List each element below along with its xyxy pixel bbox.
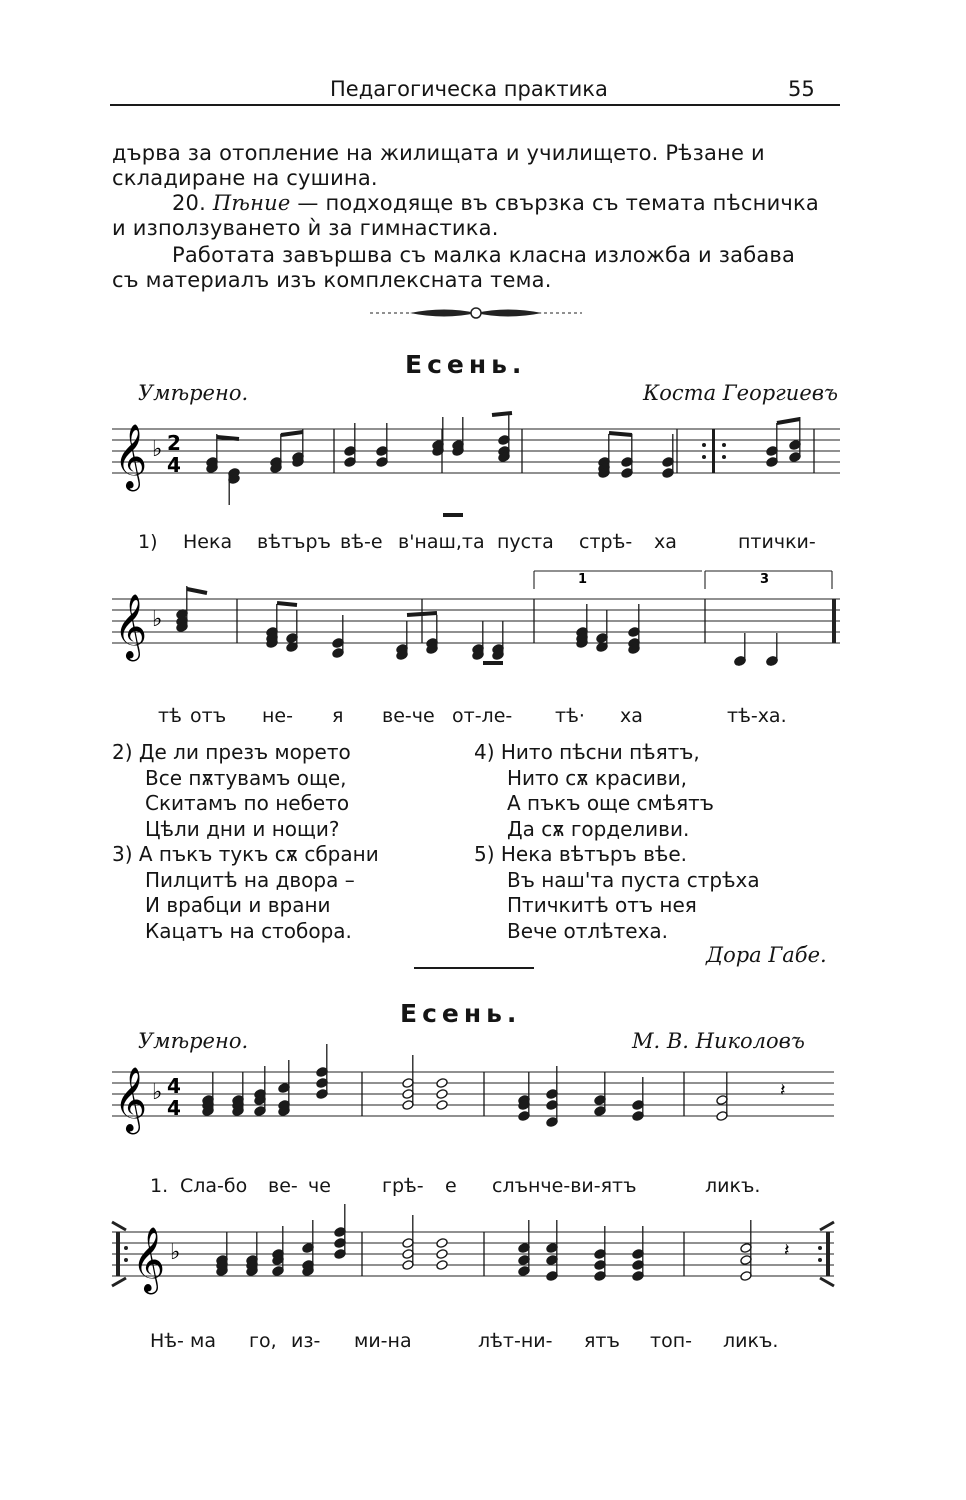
flat-icon: ♭ <box>170 1240 181 1265</box>
beam <box>217 437 239 439</box>
item-20-number: 20. <box>172 191 206 215</box>
volta-3: 3 <box>760 572 770 587</box>
song-2-tempo: Умѣрено. <box>138 1029 249 1053</box>
lyric-syllable: лѣт-ни- <box>478 1330 553 1352</box>
lyric-syllable: ве- <box>268 1175 298 1197</box>
flat-icon: ♭ <box>152 437 163 462</box>
verse-line: 2) Де ли презъ морето <box>112 740 351 764</box>
volta-1: 1 <box>578 572 588 587</box>
lyric-syllable: тѣ <box>158 705 182 727</box>
lyric-syllable: Сла-бо <box>180 1175 248 1197</box>
verse-line: Все пѫтувамъ още, <box>145 765 347 790</box>
lyric-syllable: не- <box>262 705 293 727</box>
treble-clef-icon: 𝄞 <box>114 424 148 489</box>
verse-line: Кацатъ на стобора. <box>145 918 352 943</box>
closing-line-1: Работата завършва съ малка класна изложба и забава <box>172 243 796 267</box>
closing-line-2: съ материалъ изъ комплексната тема. <box>112 268 552 292</box>
lyric-syllable: тѣ-ха. <box>727 705 787 727</box>
item-20-rest: — подходяще въ свързка съ темата пѣсничка <box>290 191 819 215</box>
staff-lines <box>112 599 840 643</box>
lyric-syllable: ма <box>190 1330 216 1352</box>
lyric-syllable: из- <box>291 1330 321 1352</box>
note-head <box>436 1100 448 1111</box>
svg-text:𝄽: 𝄽 <box>780 1080 786 1101</box>
song-2-staff-1 <box>112 1058 840 1168</box>
ornament-divider-icon <box>370 306 582 320</box>
lyric-syllable: ха <box>620 705 643 727</box>
lyric-syllable: пуста <box>497 531 554 553</box>
note-head <box>436 1078 448 1089</box>
lyric-syllable: стрѣ- <box>579 531 633 553</box>
song-1-composer: Коста Георгиевъ <box>643 381 838 405</box>
lyric-syllable: ликъ. <box>723 1330 779 1352</box>
section-divider <box>414 967 534 969</box>
lyric-syllable: че <box>308 1175 331 1197</box>
verse-line: Нито сѫ красиви, <box>507 765 688 790</box>
lyric-syllable: ликъ. <box>705 1175 761 1197</box>
verse-line: Скитамъ по небето <box>145 791 350 815</box>
lyric-syllable: ятъ <box>584 1330 620 1352</box>
repeat-barline <box>712 429 715 473</box>
lyric-syllable: е <box>445 1175 457 1197</box>
lyric-syllable: я <box>332 705 344 727</box>
beam <box>187 589 207 593</box>
item-20-line-2: и използуването ѝ за гимнастика. <box>112 216 499 240</box>
lyric-syllable: ве-че <box>382 705 435 727</box>
song-2-title: Есень. <box>400 999 522 1028</box>
verse-line: А пъкъ още смѣятъ <box>507 791 714 815</box>
intro-line-1: дърва за отопление на жилищата и училището. Рѣзане и <box>112 141 765 165</box>
song-1-title: Есень. <box>405 350 527 379</box>
time-sig-top: 4 <box>167 1074 181 1098</box>
notes <box>176 586 778 666</box>
lyric-syllable: ми-на <box>354 1330 412 1352</box>
staff-lines <box>112 1072 834 1116</box>
verse-line: Да сѫ горделиви. <box>507 816 690 841</box>
beam <box>407 613 437 615</box>
svg-text:𝄽: 𝄽 <box>784 1240 790 1261</box>
lyric-syllable: отъ <box>190 705 227 727</box>
header-rule <box>110 104 840 106</box>
flat-icon: ♭ <box>152 1080 163 1105</box>
flat-icon: ♭ <box>152 607 163 632</box>
lyric-syllable: птички- <box>738 531 816 553</box>
verse-line: Въ наш'та пуста стрѣха <box>507 867 760 892</box>
beam <box>277 603 297 605</box>
note-head <box>436 1249 448 1260</box>
time-sig-bottom: 4 <box>167 453 181 477</box>
note-head <box>436 1089 448 1100</box>
verse-line: 5) Нека вѣтъръ вѣе. <box>474 842 687 866</box>
lyric-syllable: в'наш,та <box>398 531 485 553</box>
verse-line: И врабци и врани <box>145 893 331 917</box>
notes <box>202 1044 786 1127</box>
treble-clef-icon: 𝄞 <box>114 594 148 659</box>
lyric-syllable: 1. <box>150 1175 169 1197</box>
lyric-syllable: вѣ-е <box>340 531 383 553</box>
verse-line: Цѣли дни и нощи? <box>145 816 340 841</box>
song-1-tempo: Умѣрено. <box>138 381 249 405</box>
song-2-staff-2 <box>112 1218 840 1328</box>
beam <box>281 432 303 435</box>
page-number: 55 <box>788 77 815 101</box>
treble-clef-icon: 𝄞 <box>132 1227 166 1292</box>
time-sig-top: 2 <box>167 431 181 455</box>
verse-line: 4) Нито пѣсни пѣятъ, <box>474 740 700 764</box>
song-1-poet: Дора Габе. <box>706 943 827 967</box>
time-sig-bottom: 4 <box>167 1096 181 1120</box>
song-1-staff-2 <box>112 567 840 697</box>
song-1-staff-1 <box>112 415 840 525</box>
song-2-composer: М. В. Николовъ <box>632 1029 805 1053</box>
intro-line-2: складиране на сушина. <box>112 166 378 190</box>
notes <box>206 412 814 515</box>
note-head <box>436 1238 448 1249</box>
beam <box>609 433 632 435</box>
lyric-syllable: го, <box>249 1330 277 1352</box>
lyric-syllable: ха <box>654 531 677 553</box>
beam <box>492 413 512 415</box>
lyric-syllable: от-ле- <box>452 705 513 727</box>
lyric-syllable: вѣтъръ <box>257 531 331 553</box>
lyric-syllable: слънче-ви-ятъ <box>492 1175 637 1197</box>
lyric-syllable: топ- <box>650 1330 692 1352</box>
lyric-syllable: Нека <box>183 531 233 553</box>
lyric-syllable: Нѣ- <box>150 1330 184 1352</box>
final-barline <box>832 599 836 643</box>
item-20-label: Пѣние <box>212 191 291 215</box>
verse-line: 3) А пъкъ тукъ сѫ сбрани <box>112 842 379 866</box>
item-20-line-1 <box>172 191 819 216</box>
note-head <box>436 1260 448 1271</box>
lyric-syllable: 1) <box>138 531 158 553</box>
lyric-syllable: грѣ- <box>382 1175 424 1197</box>
verse-line: Птичкитѣ отъ нея <box>507 893 697 917</box>
verse-line: Пилцитѣ на двора – <box>145 867 355 892</box>
running-title: Педагогическа практика <box>330 77 608 101</box>
lyric-syllable: тѣ· <box>555 705 585 727</box>
beam <box>777 419 800 423</box>
treble-clef-icon: 𝄞 <box>114 1067 148 1132</box>
verse-line: Вече отлѣтеха. <box>507 918 669 943</box>
